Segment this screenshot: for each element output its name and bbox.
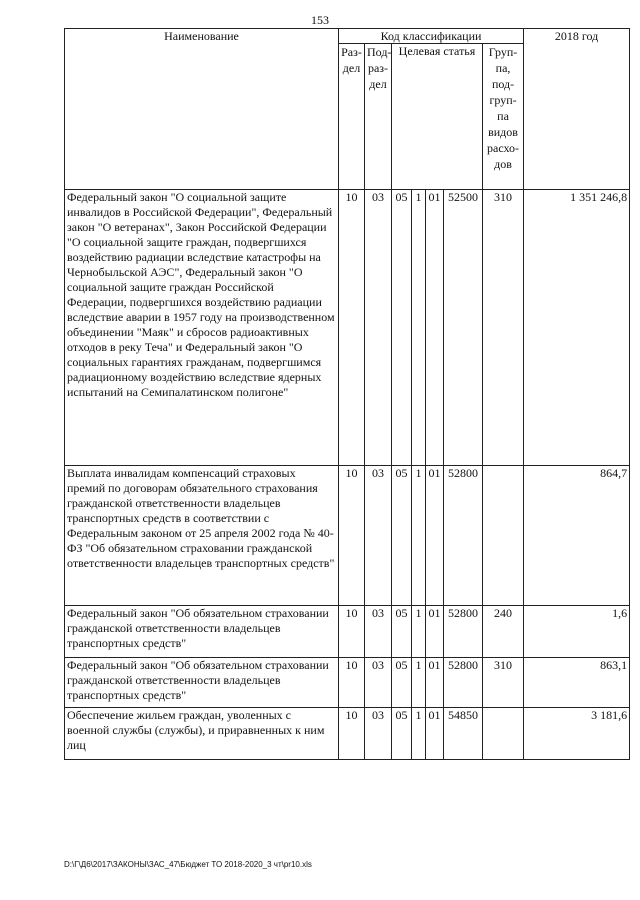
budget-table [64, 28, 630, 760]
table-row [65, 190, 630, 466]
row-amount: 864,7 [524, 466, 630, 606]
row-target-part-4: 54850 [444, 708, 483, 760]
header-expense-group: Груп-па, под-груп-па видов расхо-дов [483, 44, 524, 190]
row-name: Обеспечение жильем граждан, уволенных с военной службы (службы), и приравненных к ним лиц [65, 708, 339, 760]
row-section: 10 [339, 466, 365, 606]
table-row [65, 708, 630, 760]
row-target-part-2: 1 [412, 190, 426, 466]
row-target-part-3: 01 [426, 190, 444, 466]
row-target-part-1: 05 [392, 658, 412, 708]
page-number: 153 [311, 13, 329, 27]
row-subsection: 03 [365, 606, 392, 658]
row-target-part-3: 01 [426, 606, 444, 658]
row-subsection: 03 [365, 708, 392, 760]
header-subsection: Под-раз-дел [365, 44, 392, 190]
row-target-part-4: 52800 [444, 466, 483, 606]
row-section: 10 [339, 190, 365, 466]
row-name: Федеральный закон "Об обязательном страховании гражданской ответственности владельцев транспортных средств" [65, 658, 339, 708]
row-amount: 1 351 246,8 [524, 190, 630, 466]
header-target-article: Целевая статья [392, 44, 483, 190]
header-row-top [65, 29, 630, 44]
row-amount: 3 181,6 [524, 708, 630, 760]
header-name: Наименование [65, 29, 339, 190]
row-expense-group: 310 [483, 190, 524, 466]
row-target-part-4: 52500 [444, 190, 483, 466]
row-section: 10 [339, 708, 365, 760]
file-path-footer: D:\Г\Д6\2017\ЗАКОНЫ\ЗАС_47\Бюджет ТО 2018-2020_3 чт\pr10.xls [64, 860, 312, 869]
row-target-part-2: 1 [412, 606, 426, 658]
row-amount: 1,6 [524, 606, 630, 658]
row-target-part-2: 1 [412, 708, 426, 760]
row-target-part-4: 52800 [444, 658, 483, 708]
row-subsection: 03 [365, 658, 392, 708]
row-target-part-3: 01 [426, 658, 444, 708]
table-row [65, 658, 630, 708]
table-row [65, 466, 630, 606]
row-expense-group: 240 [483, 606, 524, 658]
row-name: Выплата инвалидам компенсаций страховых премий по договорам обязательного страхования гражданской ответственности владельцев транспортных средств в соответствии с Федеральным законом от 25 апреля 2002 года № 40-ФЗ "Об обязательном страховании гражданской ответственности владельцев транспортных средств" [65, 466, 339, 606]
row-target-part-1: 05 [392, 606, 412, 658]
row-target-part-3: 01 [426, 708, 444, 760]
row-section: 10 [339, 606, 365, 658]
row-expense-group: 310 [483, 658, 524, 708]
row-target-part-1: 05 [392, 190, 412, 466]
table-row [65, 606, 630, 658]
row-expense-group [483, 708, 524, 760]
header-classification-code: Код классификации [339, 29, 524, 44]
header-section: Раз-дел [339, 44, 365, 190]
row-target-part-4: 52800 [444, 606, 483, 658]
row-target-part-1: 05 [392, 466, 412, 606]
row-target-part-1: 05 [392, 708, 412, 760]
row-target-part-3: 01 [426, 466, 444, 606]
row-expense-group [483, 466, 524, 606]
row-section: 10 [339, 658, 365, 708]
row-name: Федеральный закон "О социальной защите инвалидов в Российской Федерации", Федеральный закон "О ветеранах", Закон Российской Федерации "О социальной защите граждан, подвергшихся воздействию радиации вследствие катастрофы на Чернобыльской АЭС", Федеральный закон "О социальной защите граждан Российской Федерации, подвергшихся воздействию радиации вследствие аварии в 1957 году на производственном объединении "Маяк" и сбросов радиоактивных отходов в реку Теча" и Федеральный закон "О социальных гарантиях гражданам, подвергшимся радиационному воздействию вследствие ядерных испытаний на Семипалатинском полигоне" [65, 190, 339, 466]
row-subsection: 03 [365, 190, 392, 466]
row-amount: 863,1 [524, 658, 630, 708]
row-target-part-2: 1 [412, 658, 426, 708]
row-target-part-2: 1 [412, 466, 426, 606]
row-name: Федеральный закон "Об обязательном страховании гражданской ответственности владельцев транспортных средств" [65, 606, 339, 658]
row-subsection: 03 [365, 466, 392, 606]
header-year: 2018 год [524, 29, 630, 190]
